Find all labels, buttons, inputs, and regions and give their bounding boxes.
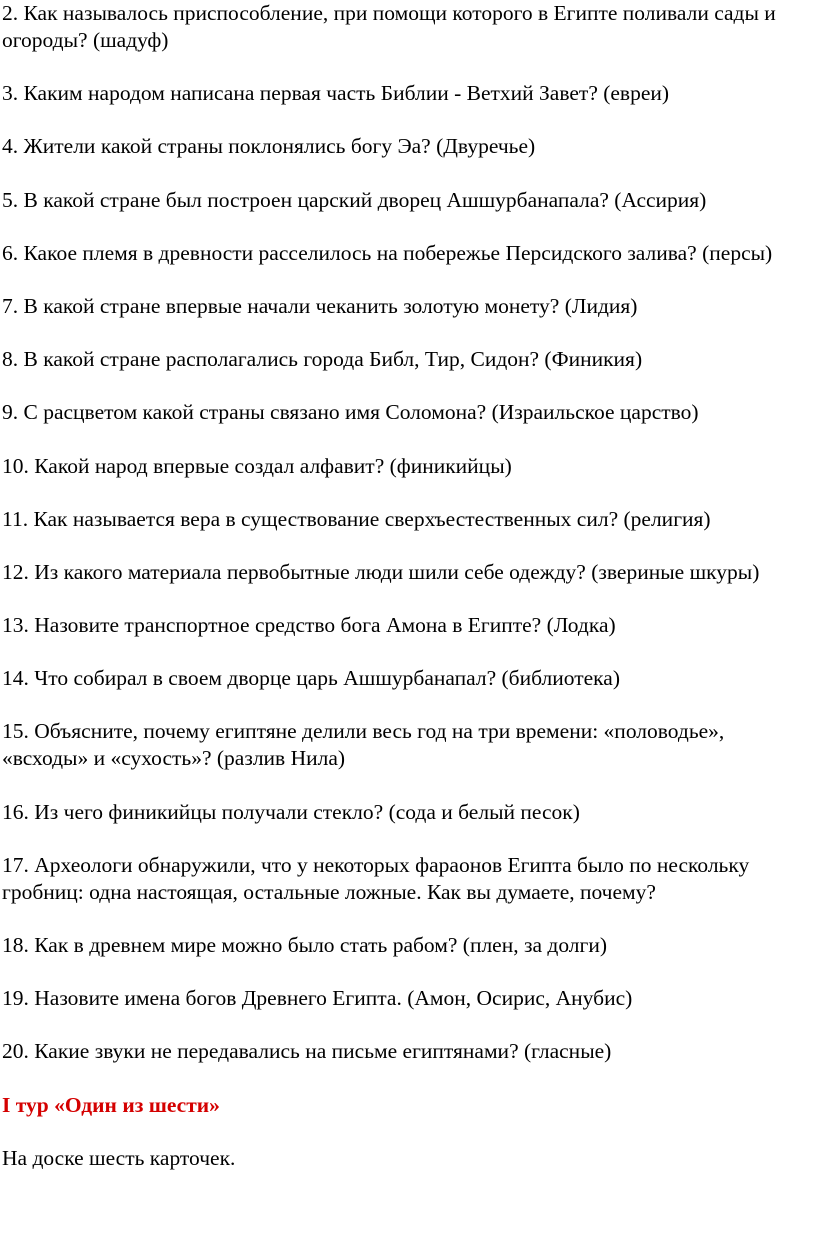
question-16: 16. Из чего финикийцы получали стекло? (сода и белый песок) (2, 799, 580, 824)
question-7: 7. В какой стране впервые начали чеканить золотую монету? (Лидия) (2, 293, 638, 318)
question-14: 14. Что собирал в своем дворце царь Ашшурбанапал? (библиотека) (2, 666, 620, 691)
closing-text: На доске шесть карточек. (2, 1145, 236, 1170)
question-5: 5. В какой стране был построен царский дворец Ашшурбанапала? (Ассирия) (2, 187, 707, 212)
question-11: 11. Как называется вера в существование сверхъестественных сил? (религия) (2, 506, 711, 531)
question-9: 9. С расцветом какой страны связано имя Соломона? (Израильское царство) (2, 400, 699, 425)
question-2: 2. Как называлось приспособление, при помощи которого в Египте поливали сады и огороды? (шадуф) (2, 1, 776, 52)
section-heading: I тур «Один из шести» (2, 1092, 220, 1117)
question-18: 18. Как в древнем мире можно было стать рабом? (плен, за долги) (2, 933, 608, 957)
question-4: 4. Жители какой страны поклонялись богу Эа? (Двуречье) (2, 134, 536, 159)
question-3: 3. Каким народом написана первая часть Библии - Ветхий Завет? (евреи) (2, 81, 670, 106)
question-13: 13. Назовите транспортное средство бога Амона в Египте? (Лодка) (2, 613, 616, 638)
question-15: 15. Объясните, почему египтяне делили весь год на три времени: «половодье», «всходы» и «сухость»? (разлив Нила) (2, 719, 725, 771)
question-10: 10. Какой народ впервые создал алфавит? (финикийцы) (2, 453, 512, 478)
question-8: 8. В какой стране располагались города Библ, Тир, Сидон? (Финикия) (2, 347, 643, 372)
question-20: 20. Какие звуки не передавались на письме египтянами? (гласные) (2, 1039, 612, 1064)
document-page (2, 0, 812, 1198)
question-12: 12. Из какого материала первобытные люди шили себе одежду? (звериные шкуры) (2, 559, 760, 584)
question-19: 19. Назовите имена богов Древнего Египта. (Амон, Осирис, Анубис) (2, 986, 633, 1011)
question-6: 6. Какое племя в древности расселилось на побережье Персидского залива? (персы) (2, 240, 773, 265)
question-17: 17. Археологи обнаружили, что у некоторых фараонов Египта было по нескольку гробниц: одна настоящая, остальные ложные. Как вы думаете, почему? (2, 852, 750, 904)
